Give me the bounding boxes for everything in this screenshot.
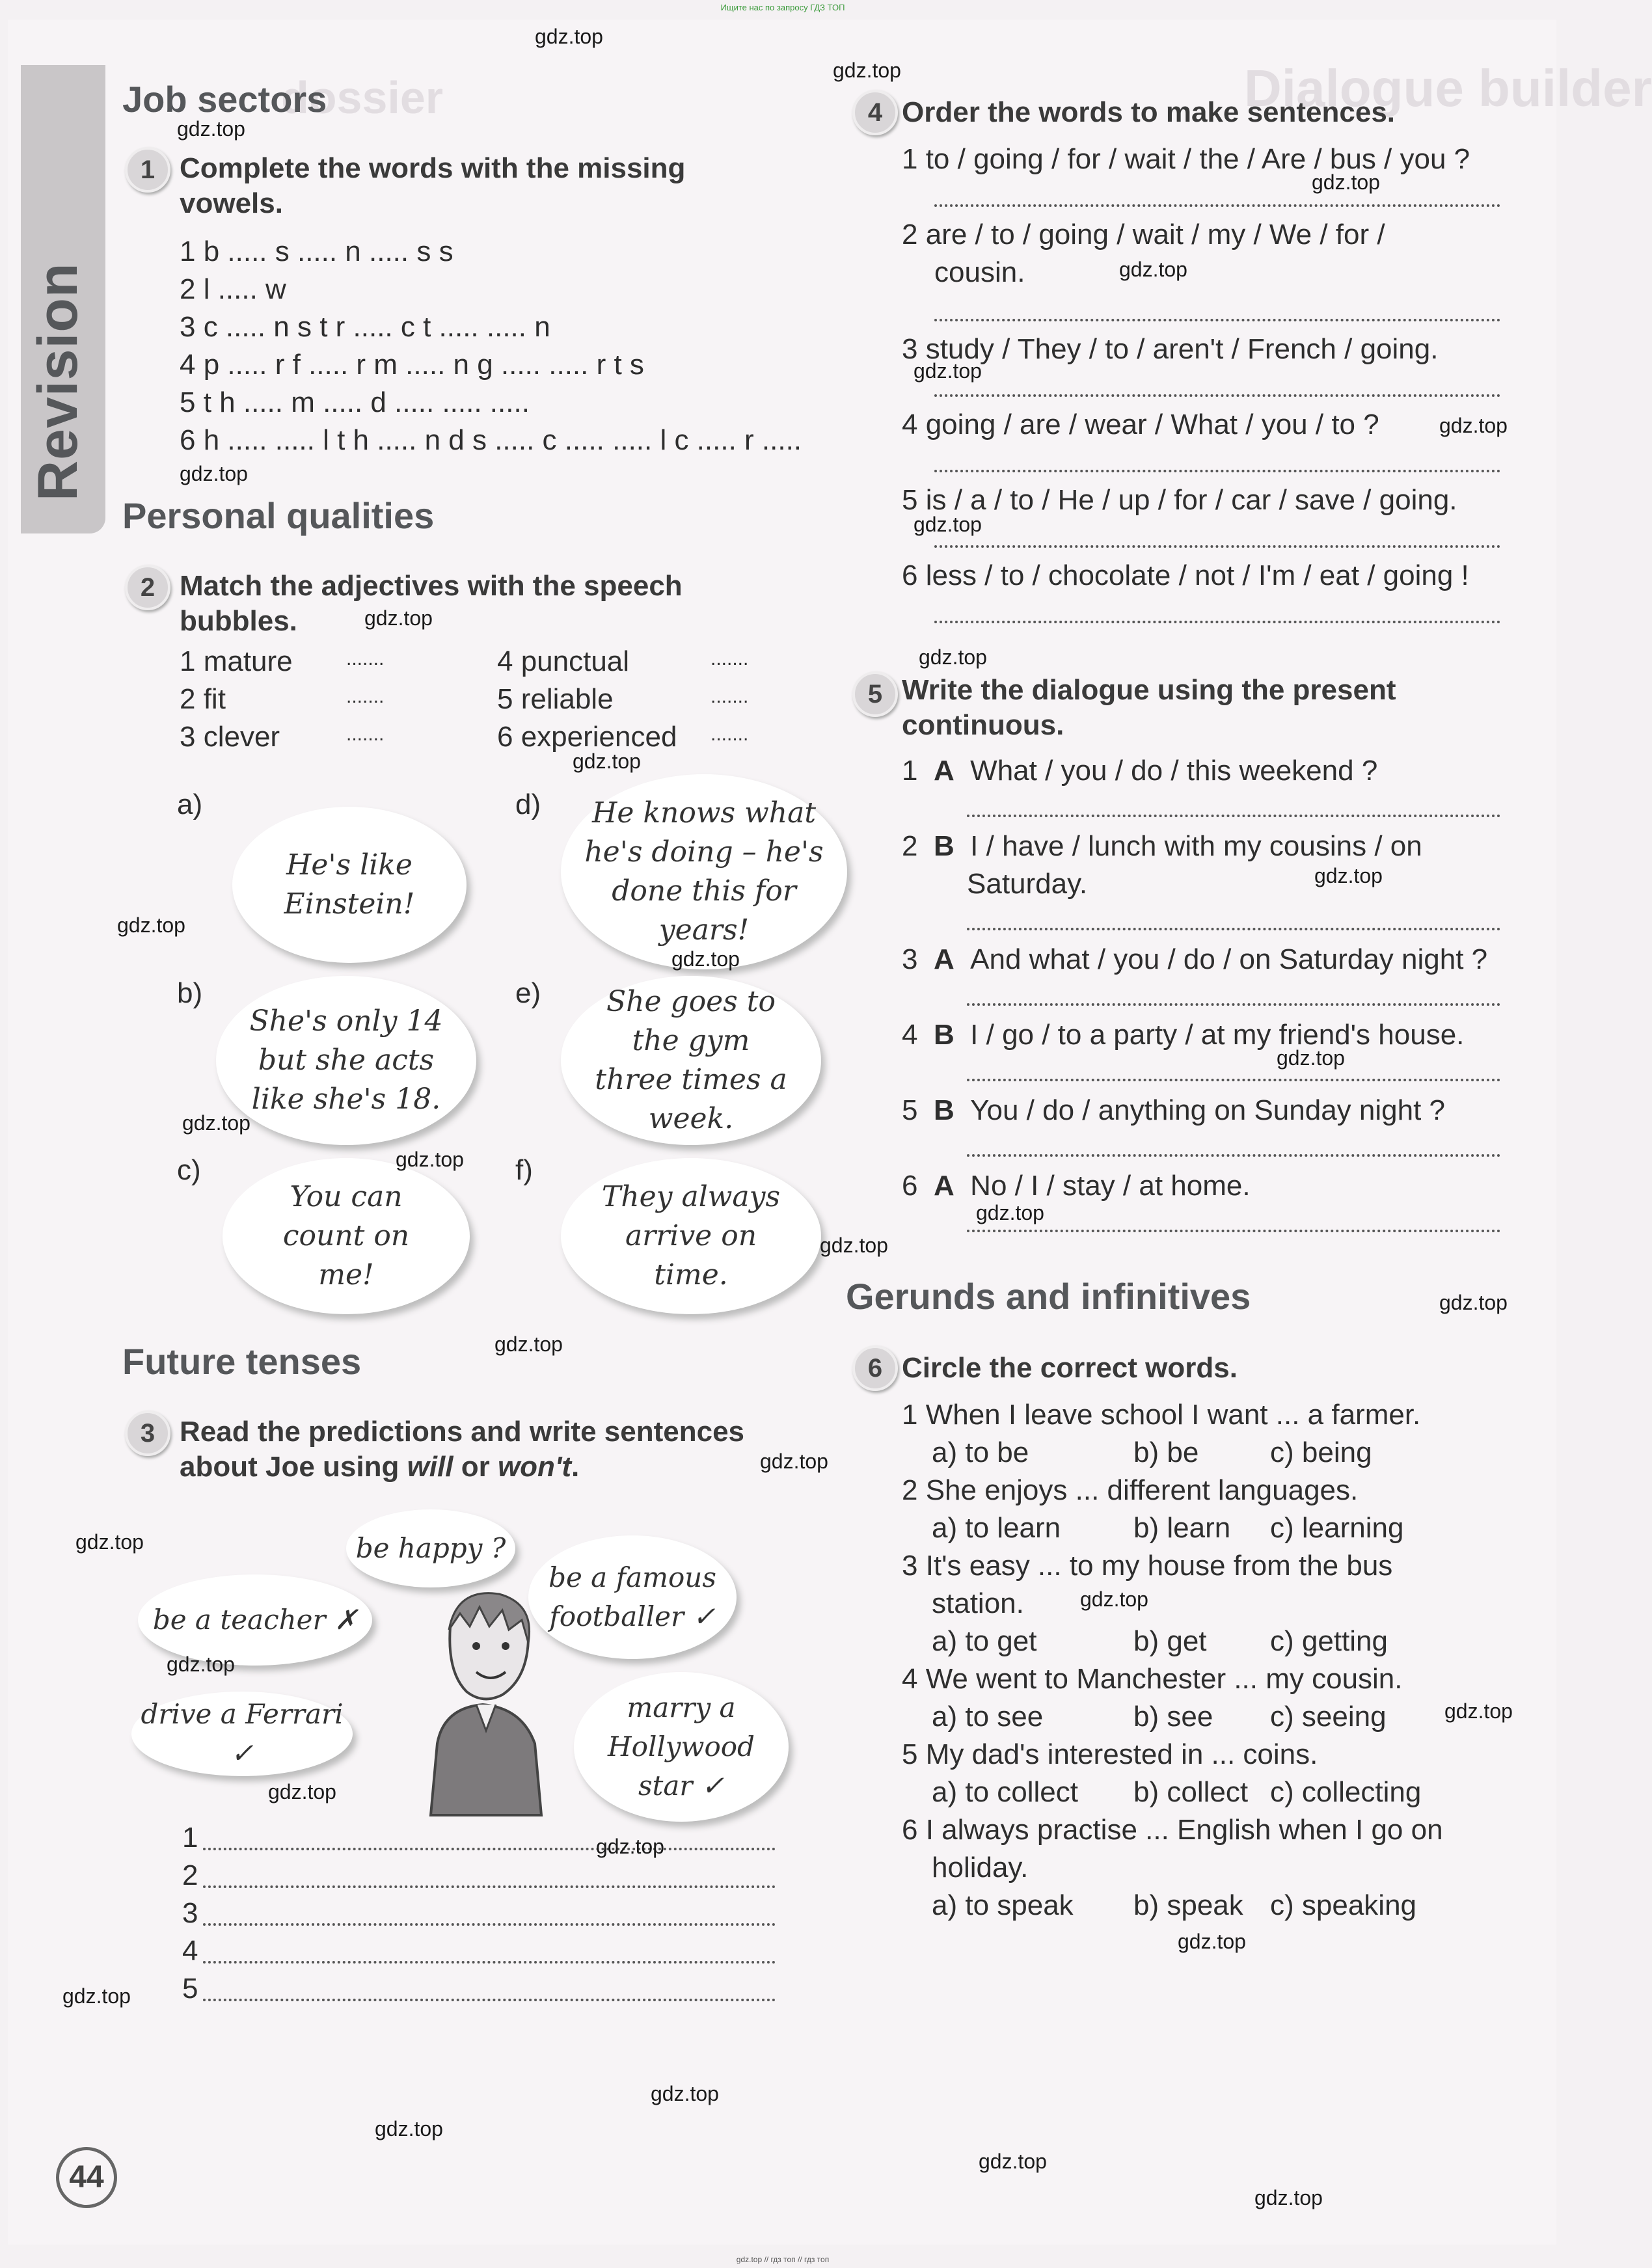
option-a[interactable]: a) to speak — [932, 1889, 1074, 1921]
bubble-letter-b: b) — [177, 977, 203, 1009]
speech-bubble-c — [223, 1158, 470, 1314]
ex6-question-2: 2 She enjoys ... different languages. — [902, 1474, 1359, 1506]
watermark: gdz.top — [976, 1201, 1044, 1224]
watermark: gdz.top — [760, 1450, 828, 1473]
watermark: gdz.top — [914, 513, 982, 536]
answer-blank[interactable]: ....... — [711, 686, 749, 707]
option-c[interactable]: c) learning — [1270, 1512, 1404, 1544]
ex4-item-3: 3 study / They / to / aren't / French / going. — [902, 333, 1439, 365]
ex6-question-5: 5 My dad's interested in ... coins. — [902, 1738, 1318, 1770]
ex4-item-4: 4 going / are / wear / What / you / to ? — [902, 409, 1379, 440]
prediction-bubble-marry — [574, 1672, 789, 1822]
ex5-item-3: 3 A And what / you / do / on Saturday night ? — [902, 943, 1488, 975]
ex6-question-4: 4 We went to Manchester ... my cousin. — [902, 1663, 1403, 1695]
answer-line[interactable] — [967, 815, 1500, 817]
answer-blank[interactable]: ....... — [346, 686, 385, 707]
adjective-5: 5 reliable — [497, 683, 614, 715]
speech-bubble-text: He's like Einstein! — [284, 848, 415, 921]
speech-bubble-text: She's only 14 but she acts like she's 18. — [249, 1005, 443, 1116]
option-a[interactable]: a) to be — [932, 1437, 1029, 1468]
watermark: gdz.top — [535, 25, 603, 48]
answer-line[interactable] — [203, 1885, 776, 1888]
prediction-text: marry a Hollywood star ✓ — [608, 1692, 755, 1802]
answer-line[interactable] — [967, 1230, 1500, 1232]
watermark: gdz.top — [1080, 1587, 1148, 1611]
watermark: gdz.top — [75, 1530, 144, 1554]
ex1-item-6: 6 h ..... ..... l t h ..... n d s ..... c ..... ..... l c ..... r ..... — [180, 424, 802, 456]
adjective-1: 1 mature — [180, 645, 293, 677]
ex1-item-4: 4 p ..... r f ..... r m ..... n g ..... ..... r t s — [180, 349, 644, 381]
option-b[interactable]: b) see — [1133, 1701, 1213, 1733]
watermark: gdz.top — [1312, 170, 1380, 194]
watermark: gdz.top — [182, 1111, 251, 1135]
watermark: gdz.top — [180, 462, 248, 485]
watermark: gdz.top — [1314, 864, 1383, 887]
bottom-notice: gdz.top // гдз топ // гдз топ — [736, 2255, 830, 2264]
watermark: gdz.top — [494, 1332, 563, 1356]
answer-line[interactable] — [934, 319, 1500, 321]
option-c[interactable]: c) being — [1270, 1437, 1372, 1468]
exercise-5-instruction: Write the dialogue using the present continuous. — [902, 674, 1396, 741]
option-c[interactable]: c) seeing — [1270, 1701, 1387, 1733]
watermark: gdz.top — [1277, 1046, 1345, 1070]
watermark: gdz.top — [396, 1148, 464, 1171]
exercise-1-instruction: Complete the words with the missing vowels. — [180, 152, 686, 219]
exercise-number: 1 — [125, 147, 170, 193]
watermark: gdz.top — [268, 1780, 336, 1803]
exercise-number: 2 — [125, 565, 170, 610]
exercise-4-instruction: Order the words to make sentences. — [902, 96, 1396, 128]
prediction-text: be a teacher ✗ — [152, 1604, 358, 1636]
ex6-question-3: 3 It's easy ... to my house from the bus — [902, 1550, 1393, 1582]
watermark: gdz.top — [573, 749, 641, 773]
ex6-question-6: 6 I always practise ... English when I go on — [902, 1814, 1443, 1846]
watermark: gdz.top — [596, 1835, 664, 1858]
ex5-item-2-cont: Saturday. — [967, 868, 1088, 900]
answer-line[interactable] — [967, 1003, 1500, 1006]
prediction-bubble-happy — [346, 1509, 515, 1587]
watermark: gdz.top — [364, 606, 433, 630]
speech-bubble-b — [216, 976, 476, 1145]
watermark: gdz.top — [1119, 258, 1187, 281]
answer-blank[interactable]: ....... — [346, 723, 385, 745]
watermark: gdz.top — [375, 2117, 443, 2140]
answer-line[interactable] — [934, 470, 1500, 472]
watermark: gdz.top — [671, 947, 740, 971]
watermark: gdz.top — [62, 1984, 131, 2008]
option-b[interactable]: b) speak — [1133, 1889, 1243, 1921]
prediction-text: be a famous footballer ✓ — [548, 1561, 716, 1632]
answer-line[interactable] — [934, 204, 1500, 207]
answer-line-number: 3 — [182, 1897, 198, 1929]
ex4-item-1: 1 to / going / for / wait / the / Are / bus / you ? — [902, 143, 1470, 175]
answer-line[interactable] — [203, 1999, 776, 2001]
ex5-item-1: 1 A What / you / do / this weekend ? — [902, 755, 1378, 787]
ex1-item-1: 1 b ..... s ..... n ..... s s — [180, 236, 454, 267]
workbook-page: Dialogue builder dossier Revision Job sectors 1 Complete the words with the missing vowels. 1 b ..... s ..... n ..... s s 2 l ..... w 3 c ..... n s t r ..... c t ..... ..... n 4 p ..... r f ..... r m ..... n g ..... ..... r t s 5 t h ..... m ..... d ..... ..... ..... 6 h ..... ..... l t h ..... n d s ..... c ..... ..... l c ..... r ..... Personal qualities 2 Match the adjectives with the speech bubbles. 1 mature 2 fit 3 clever ....... ....... ....... 4 punctual 5 reliable 6 experienced ....... ....... ....... a) He's like Einstein! b) She's only 14 but she acts like she's 18. c) You can count on me! d) He knows what he's doing – he's done this for years! e) She goes to the gym three times a week. f) They always arrive on time. Future tenses 3 Read the predictions and write sentences about Joe using will or won't. be happy ? be a teacher ✗ be a famous footballer ✓ drive a Ferrari ✓ marry a Hollywood star ✓ 1 2 3 4 5 4 Order the words to make sentences. 1 to / going / for / wait / the / Are / bus / you ? 2 are / to / going / wait / my / We / for / cousin. 3 study / They / to / aren't / French / going. 4 going / are / wear / What / you / to ? 5 is / a / to / He / up / for / car / save / going. 6 less / to / chocolate / not / I'm / eat / going ! 5 Write the dialogue using the present continuous. 1 A What / you / do / this weekend ? 2 B I / have / lunch with my cousins / on Saturday. 3 A And what / you / do / on Saturday night ? 4 B I / go / to a party / at my friend's house. 5 B You / do / anything on Sunday night ? 6 A No / I / stay / at home. Gerunds and infinitives 6 Circle the correct words. 1 When I leave school I want ... a farmer. a) to be b) be c) being 2 She enjoys ... different languages. a) to learn b) learn c) learning 3 It's easy ... to my house from the bus station. a) to get b) get c) getting 4 We went to Manchester ... my cousin. a) to see b) see c) seeing 5 My dad's interested in ... coins. a) to collect b) collect c) collecting 6 I always practise ... English when I go on holiday. a) to speak b) speak c) speaking 44 — [8, 20, 1556, 2245]
adjective-2: 2 fit — [180, 683, 226, 715]
answer-line-number: 1 — [182, 1822, 198, 1854]
exercise-6-instruction: Circle the correct words. — [902, 1352, 1238, 1384]
answer-line[interactable] — [203, 1848, 776, 1850]
speech-bubble-text: She goes to the gym three times a week. — [595, 985, 787, 1135]
page-number: 44 — [56, 2147, 117, 2208]
option-b[interactable]: b) be — [1133, 1437, 1199, 1468]
ex6-question-3-cont: station. — [932, 1587, 1024, 1619]
adjective-6: 6 experienced — [497, 721, 677, 753]
answer-line[interactable] — [203, 1923, 776, 1926]
watermark: gdz.top — [1178, 1930, 1246, 1953]
watermark: gdz.top — [177, 117, 245, 141]
ex5-item-6: 6 A No / I / stay / at home. — [902, 1170, 1251, 1202]
option-b[interactable]: b) get — [1133, 1625, 1207, 1657]
ex6-question-6-cont: holiday. — [932, 1852, 1029, 1883]
section-title-future-tenses: Future tenses — [122, 1341, 362, 1382]
speech-bubble-e — [561, 976, 821, 1145]
speech-bubble-a — [232, 807, 467, 963]
answer-line[interactable] — [934, 394, 1500, 397]
section-title-personal-qualities: Personal qualities — [122, 495, 435, 536]
watermark: gdz.top — [919, 645, 987, 669]
section-title-gerunds-infinitives: Gerunds and infinitives — [846, 1276, 1251, 1317]
watermark: gdz.top — [117, 913, 185, 937]
joe-illustration — [411, 1581, 567, 1815]
prediction-bubble-ferrari — [131, 1692, 353, 1776]
speech-bubble-d — [561, 774, 847, 969]
exercise-2-instruction: Match the adjectives with the speech bubbles. — [180, 570, 683, 637]
speech-bubble-text: You can count on me! — [282, 1180, 410, 1291]
answer-line[interactable] — [967, 928, 1500, 930]
watermark: gdz.top — [651, 2082, 719, 2105]
speech-bubble-f — [561, 1158, 821, 1314]
section-title-job-sectors: Job sectors — [122, 79, 327, 120]
exercise-number: 6 — [852, 1345, 898, 1391]
watermark: gdz.top — [979, 2150, 1047, 2173]
ex4-item-2: 2 are / to / going / wait / my / We / for / — [902, 219, 1385, 250]
revision-tab-label: Revision — [27, 262, 89, 501]
answer-line-number: 2 — [182, 1859, 198, 1891]
answer-line[interactable] — [967, 1154, 1500, 1157]
answer-line[interactable] — [934, 621, 1500, 623]
answer-line-number: 4 — [182, 1935, 198, 1967]
watermark: gdz.top — [1444, 1699, 1513, 1723]
ex4-item-2-cont: cousin. — [934, 256, 1025, 288]
prediction-text: drive a Ferrari ✓ — [141, 1698, 344, 1769]
adjective-4: 4 punctual — [497, 645, 630, 677]
option-a[interactable]: a) to get — [932, 1625, 1037, 1657]
option-a[interactable]: a) to collect — [932, 1776, 1078, 1808]
prediction-text: be happy ? — [355, 1532, 506, 1564]
ex5-item-4: 4 B I / go / to a party / at my friend's house. — [902, 1019, 1465, 1051]
option-c[interactable]: c) collecting — [1270, 1776, 1422, 1808]
watermark: gdz.top — [833, 59, 901, 82]
ex4-item-6: 6 less / to / chocolate / not / I'm / eat / going ! — [902, 560, 1469, 591]
ex5-item-5: 5 B You / do / anything on Sunday night ? — [902, 1094, 1446, 1126]
ex6-question-1: 1 When I leave school I want ... a farmer. — [902, 1399, 1421, 1431]
answer-blank[interactable]: ....... — [346, 648, 385, 669]
ex4-item-5: 5 is / a / to / He / up / for / car / save / going. — [902, 484, 1457, 516]
ex5-item-2: 2 B I / have / lunch with my cousins / on — [902, 830, 1422, 862]
bubble-letter-e: e) — [515, 977, 541, 1009]
ex1-item-3: 3 c ..... n s t r ..... c t ..... ..... n — [180, 311, 550, 343]
option-b[interactable]: b) learn — [1133, 1512, 1231, 1544]
answer-blank[interactable]: ....... — [711, 723, 749, 745]
bubble-letter-a: a) — [177, 789, 203, 820]
option-b[interactable]: b) collect — [1133, 1776, 1249, 1808]
answer-blank[interactable]: ....... — [711, 648, 749, 669]
adjective-3: 3 clever — [180, 721, 280, 753]
option-c[interactable]: c) speaking — [1270, 1889, 1417, 1921]
answer-line[interactable] — [967, 1079, 1500, 1081]
watermark: gdz.top — [1254, 2186, 1323, 2209]
ex1-item-5: 5 t h ..... m ..... d ..... ..... ..... — [180, 386, 530, 418]
bubble-letter-d: d) — [515, 789, 541, 820]
ex1-item-2: 2 l ..... w — [180, 273, 286, 305]
speech-bubble-text: He knows what he's doing – he's done this for years! — [584, 796, 824, 947]
watermark: gdz.top — [1439, 414, 1508, 437]
answer-line[interactable] — [934, 545, 1500, 548]
answer-line-number: 5 — [182, 1973, 198, 2005]
exercise-number: 3 — [125, 1411, 170, 1456]
watermark: gdz.top — [167, 1653, 235, 1676]
answer-line[interactable] — [203, 1961, 776, 1964]
exercise-number: 5 — [852, 671, 898, 717]
bubble-letter-f: f) — [515, 1154, 533, 1186]
top-notice: Ищите нас по запросу ГДЗ ТОП — [720, 3, 845, 12]
prediction-bubble-teacher — [138, 1574, 372, 1666]
option-c[interactable]: c) getting — [1270, 1625, 1388, 1657]
watermark: gdz.top — [820, 1234, 888, 1257]
exercise-number: 4 — [852, 90, 898, 135]
speech-bubble-text: They always arrive on time. — [601, 1180, 781, 1291]
bubble-letter-c: c) — [177, 1154, 201, 1186]
watermark: gdz.top — [914, 359, 982, 383]
option-a[interactable]: a) to learn — [932, 1512, 1061, 1544]
option-a[interactable]: a) to see — [932, 1701, 1044, 1733]
exercise-3-instruction: Read the predictions and write sentences about Joe using will or won't. — [180, 1416, 745, 1483]
watermark: gdz.top — [1439, 1291, 1508, 1314]
